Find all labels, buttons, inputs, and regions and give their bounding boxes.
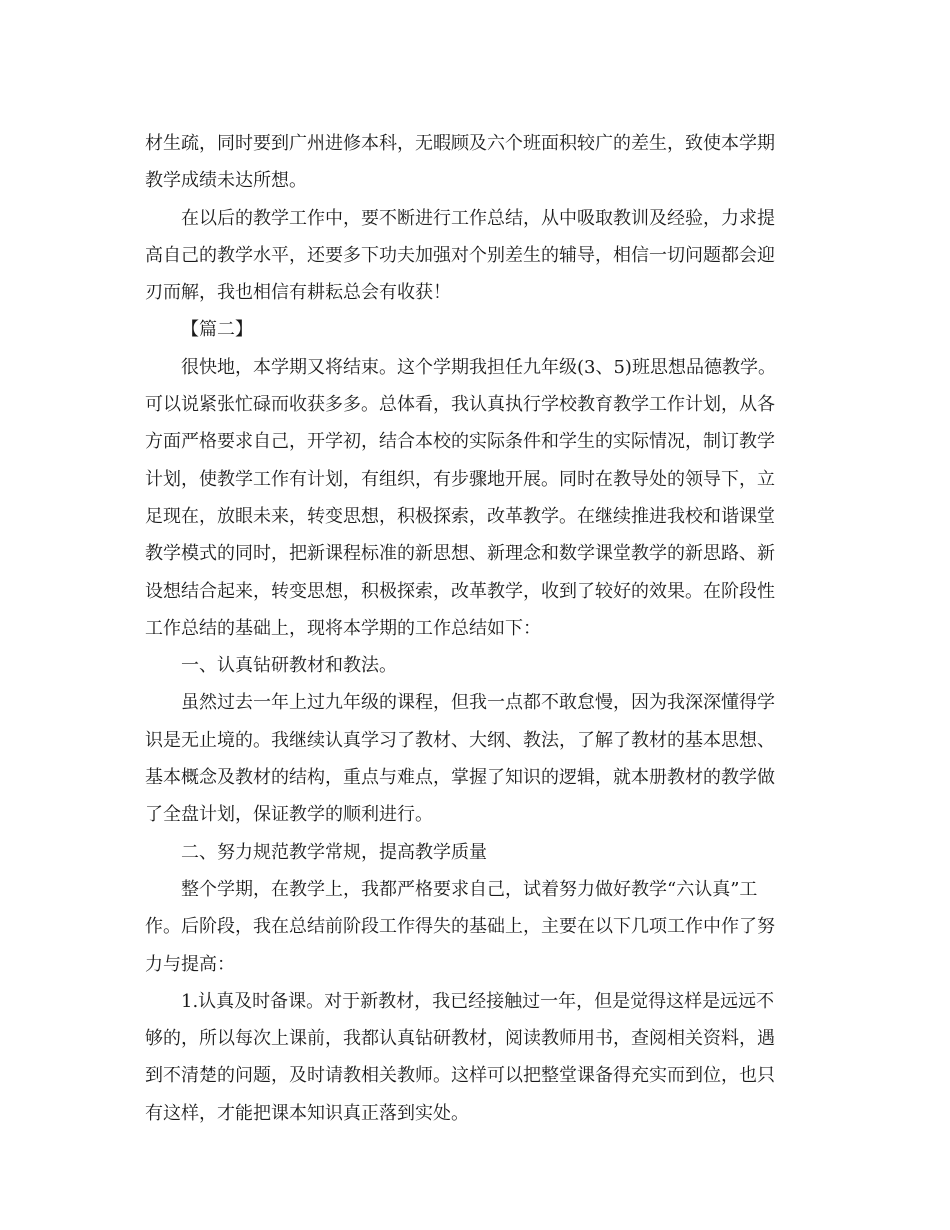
text-line: 工作总结的基础上，现将本学期的工作总结如下：: [145, 617, 541, 639]
document-body: [145, 125, 805, 1132]
text-line: 1.认真及时备课。对于新教材，我已经接触过一年，但是觉得这样是远远不: [181, 990, 775, 1012]
text-line: 基本概念及教材的结构，重点与难点，掌握了知识的逻辑，就本册教材的教学做: [145, 767, 775, 789]
text-line: 作。后阶段，我在总结前阶段工作得失的基础上，主要在以下几项工作中作了努: [145, 916, 775, 938]
subsection-heading: 一、认真钻研教材和教法。: [181, 655, 397, 677]
text-line: 有这样，才能把课本知识真正落到实处。: [145, 1102, 469, 1124]
text-line: 刃而解，我也相信有耕耘总会有收获！: [145, 282, 451, 304]
text-line: 教学成绩未达所想。: [145, 170, 307, 192]
text-line: 方面严格要求自己，开学初，结合本校的实际条件和学生的实际情况，制订教学: [145, 431, 775, 453]
text-line: 足现在，放眼未来，转变思想，积极探索，改革教学。在继续推进我校和谐课堂: [145, 505, 775, 527]
section-heading: 【篇二】: [181, 319, 253, 341]
text-line: 很快地，本学期又将结束。这个学期我担任九年级(3、5)班思想品德教学。: [181, 356, 776, 378]
text-line: 了全盘计划，保证教学的顺利进行。: [145, 804, 433, 826]
text-line: 识是无止境的。我继续认真学习了教材、大纲、教法，了解了教材的基本思想、: [145, 729, 775, 751]
text-line: 够的，所以每次上课前，我都认真钻研教材，阅读教师用书，查阅相关资料，遇: [145, 1028, 775, 1050]
subsection-heading: 二、努力规范教学常规，提高教学质量: [181, 841, 487, 863]
text-line: 虽然过去一年上过九年级的课程，但我一点都不敢怠慢，因为我深深懂得学: [181, 692, 775, 714]
text-line: 设想结合起来，转变思想，积极探索，改革教学，收到了较好的效果。在阶段性: [145, 580, 775, 602]
text-line: 到不清楚的问题，及时请教相关教师。这样可以把整堂课备得充实而到位，也只: [145, 1065, 775, 1087]
text-line: 力与提高：: [145, 953, 235, 975]
text-line: 材生疏，同时要到广州进修本科，无暇顾及六个班面积较广的差生，致使本学期: [145, 133, 775, 154]
text-line: 高自己的教学水平，还要多下功夫加强对个别差生的辅导，相信一切问题都会迎: [145, 244, 775, 266]
text-line: 计划，使教学工作有计划，有组织，有步骤地开展。同时在教导处的领导下，立: [145, 468, 775, 490]
text-line: 可以说紧张忙碌而收获多多。总体看，我认真执行学校教育教学工作计划，从各: [145, 394, 775, 416]
text-line: 整个学期，在教学上，我都严格要求自己，试着努力做好教学“六认真”工: [181, 878, 758, 900]
text-line: 在以后的教学工作中，要不断进行工作总结，从中吸取教训及经验，力求提: [181, 207, 775, 229]
text-line: 教学模式的同时，把新课程标准的新思想、新理念和数学课堂教学的新思路、新: [145, 543, 775, 565]
